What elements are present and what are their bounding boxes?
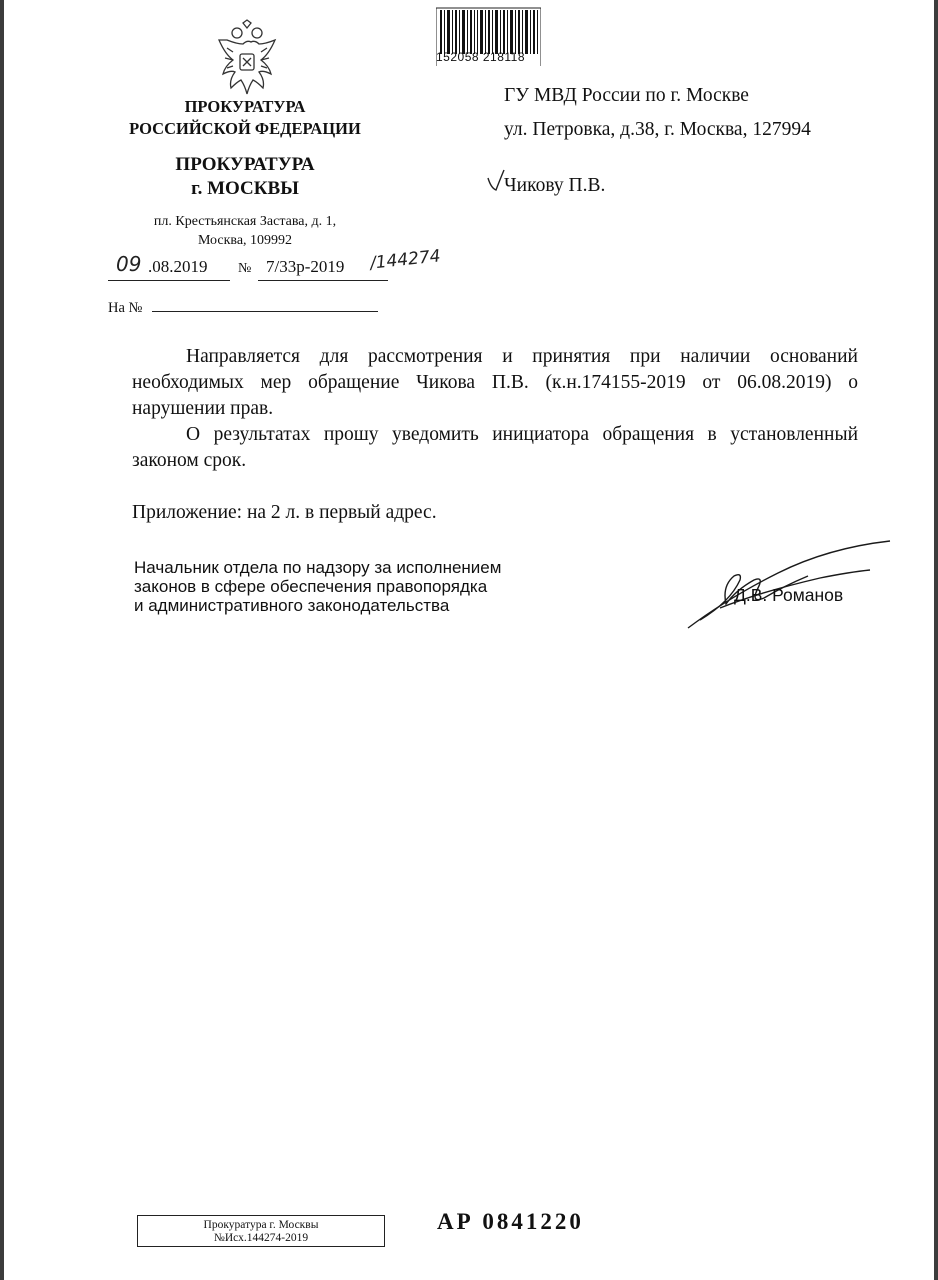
recipient-line3: Чикову П.В. <box>504 175 606 196</box>
outgoing-date-number <box>108 246 458 288</box>
signatory-title <box>134 558 574 615</box>
scan-edge-left <box>0 0 4 1280</box>
reference-underline <box>152 311 378 312</box>
signatory-title-line3: и административного законодательства <box>134 596 450 615</box>
coat-of-arms-icon <box>207 18 287 98</box>
reference-label: На № <box>108 300 143 316</box>
stamp-line2: №Исх.144274-2019 <box>213 1232 309 1244</box>
barcode-number: 152058 218118 <box>436 50 526 64</box>
signatory-name: Д.В. Романов <box>734 585 844 605</box>
sender-address-line2: Москва, 109992 <box>197 233 293 248</box>
body-paragraph-2: О результатах прошу уведомить инициатора обращения в установленный законом срок. <box>132 424 858 471</box>
signatory-title-line1: Начальник отдела по надзору за исполнением <box>134 558 502 577</box>
org-name-line1: ПРОКУРАТУРА <box>184 97 306 116</box>
org-name-line2: РОССИЙСКОЙ ФЕДЕРАЦИИ <box>129 119 361 138</box>
recipient-line1: ГУ МВД России по г. Москве <box>504 85 749 106</box>
body-paragraph-1: Направляется для рассмотрения и принятия при наличии оснований необходимых мер обращение Чикова П.В. (к.н.174155-2019 от 06.08.2019) о нарушении прав. <box>132 346 858 419</box>
scan-edge-right <box>934 0 938 1280</box>
sender-address-line1: пл. Крестьянская Застава, д. 1, <box>153 214 337 229</box>
office-name-line2: г. МОСКВЫ <box>191 178 299 199</box>
signatory-title-line2: законов в сфере обеспечения правопорядка <box>134 577 488 596</box>
office-name-line1: ПРОКУРАТУРА <box>175 154 315 175</box>
reference-number <box>108 300 378 317</box>
recipient-line2: ул. Петровка, д.38, г. Москва, 127994 <box>504 119 811 140</box>
date-day-handwritten: 09 <box>116 252 142 276</box>
attachment-line: Приложение: на 2 л. в первый адрес. <box>132 502 437 523</box>
date-month-year: .08.2019 <box>148 257 208 276</box>
blank-serial-number: АР 0841220 <box>437 1209 584 1234</box>
registration-stamp <box>137 1215 385 1247</box>
stamp-line1: Прокуратура г. Москвы <box>203 1219 319 1231</box>
number-label: № <box>238 261 252 276</box>
outgoing-number-handwritten: /144274 <box>369 246 442 274</box>
outgoing-number: 7/33р-2019 <box>266 257 345 276</box>
handwritten-tick-icon <box>486 168 506 194</box>
